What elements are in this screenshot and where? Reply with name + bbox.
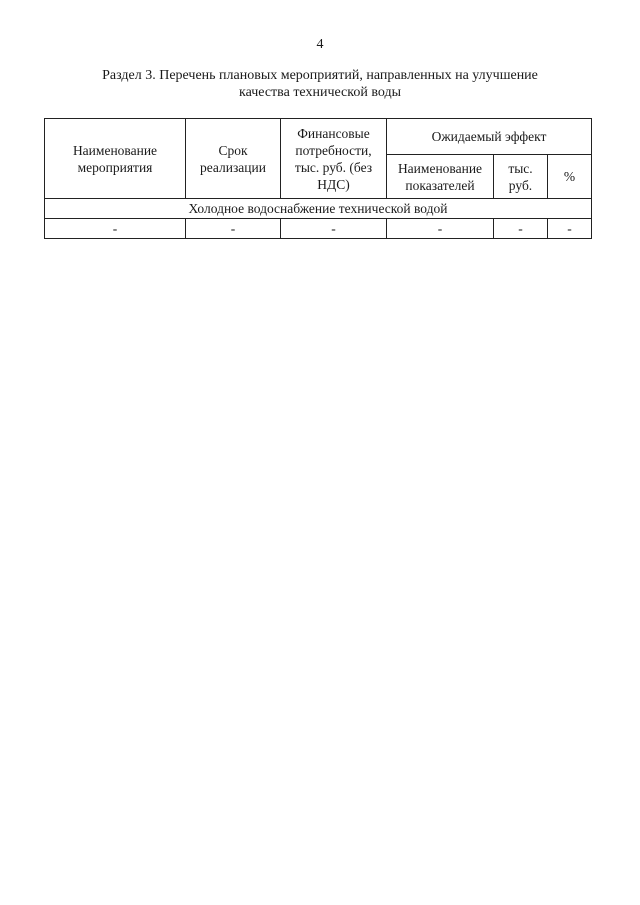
table-cell: - [548, 219, 592, 239]
table-cell: - [186, 219, 281, 239]
measures-table [44, 118, 592, 239]
section-heading-line-2: качества технической воды [239, 85, 401, 100]
section-heading-line-1: Раздел 3. Перечень плановых мероприятий, направленных на улучшение [102, 68, 538, 83]
header-term: Срок реализации [186, 119, 281, 199]
table-row [45, 219, 592, 239]
header-indicators: Наименование показателей [387, 155, 494, 199]
table-cell: - [494, 219, 548, 239]
header-expected-effect: Ожидаемый эффект [387, 119, 592, 155]
header-percent: % [548, 155, 592, 199]
table-header-row [45, 119, 592, 155]
table-cell: - [45, 219, 186, 239]
table-section-row [45, 199, 592, 219]
header-finance: Финансовые потребности, тыс. руб. (без НДС) [281, 119, 387, 199]
section-heading [40, 67, 600, 101]
header-measure-name: Наименование мероприятия [45, 119, 186, 199]
table-cell: - [387, 219, 494, 239]
page-number: 4 [316, 37, 324, 52]
section-title: Холодное водоснабжение технической водой [45, 199, 592, 219]
table-cell: - [281, 219, 387, 239]
header-thousand-rub: тыс. руб. [494, 155, 548, 199]
